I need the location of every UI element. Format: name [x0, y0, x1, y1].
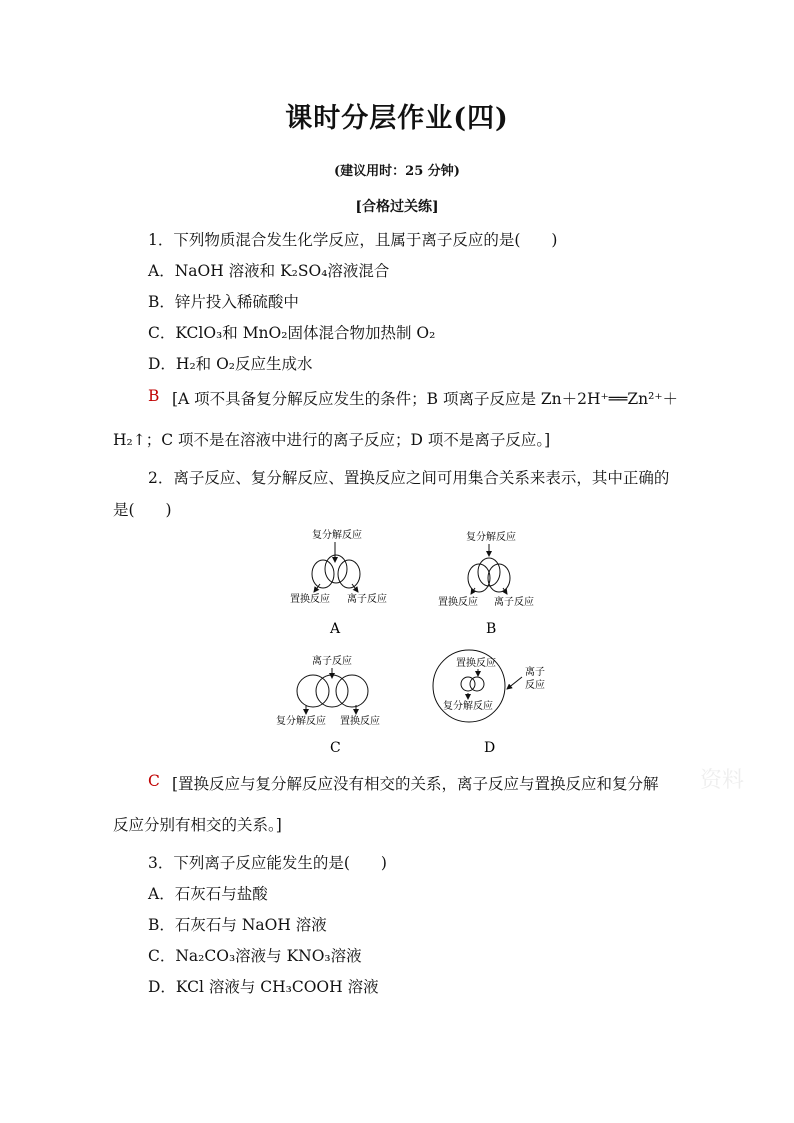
- circle-middle: [316, 675, 348, 707]
- diagram-a-caption: A: [330, 621, 341, 637]
- q2-stem-2: 是( ): [113, 501, 172, 519]
- diagram-d-side-label-2: 反应: [525, 680, 545, 691]
- diagram-b-caption: B: [486, 621, 497, 637]
- diagram-b: [433, 522, 548, 642]
- diagram-d-side-label-1: 离子: [525, 667, 545, 678]
- diagram-b-left-label: 置换反应: [438, 597, 478, 608]
- diagram-c: [270, 650, 400, 760]
- q2-answer: C: [148, 772, 160, 790]
- q2-explanation-2: 反应分别有相交的关系。]: [113, 816, 282, 834]
- q3-option-c: C．Na₂CO₃溶液与 KNO₃溶液: [148, 947, 362, 965]
- q1-explanation-2: H₂↑；C 项不是在溶液中进行的离子反应；D 项不是离子反应。]: [113, 431, 551, 449]
- q1-option-b: B．锌片投入稀硫酸中: [148, 293, 299, 311]
- section-heading: [合格过关练]: [355, 199, 439, 215]
- q3-option-b: B．石灰石与 NaOH 溶液: [148, 916, 327, 934]
- diagram-a-right-label: 离子反应: [347, 594, 387, 605]
- diagram-a-left-label: 置换反应: [290, 594, 330, 605]
- q2-explanation-1: [置换反应与复分解反应没有相交的关系，离子反应与置换反应和复分解: [172, 775, 659, 793]
- diagram-c-right-label: 置换反应: [340, 716, 380, 727]
- q1-answer: B: [148, 387, 160, 405]
- diagram-a: [280, 522, 395, 642]
- circle-top: [325, 555, 347, 583]
- q1-option-c: C．KClO₃和 MnO₂固体混合物加热制 O₂: [148, 324, 436, 342]
- diagram-d-top-label: 置换反应: [456, 658, 496, 669]
- page-title: 课时分层作业(四): [285, 103, 509, 134]
- diagram-d: [428, 646, 558, 758]
- circle-right: [336, 675, 368, 707]
- q3-stem: 3．下列离子反应能发生的是( ): [148, 854, 387, 872]
- circle-left: [461, 677, 475, 691]
- diagram-c-caption: C: [330, 740, 341, 756]
- diagram-c-left-label: 复分解反应: [276, 716, 326, 727]
- q2-stem-1: 2．离子反应、复分解反应、置换反应之间可用集合关系来表示，其中正确的: [148, 469, 670, 487]
- circle-right: [470, 677, 484, 691]
- diagram-b-top-label: 复分解反应: [466, 532, 516, 543]
- circle-right: [338, 560, 360, 588]
- circle-left: [312, 560, 334, 588]
- diagram-d-bottom-label: 复分解反应: [443, 701, 493, 712]
- watermark: 资料: [700, 768, 745, 793]
- q1-stem: 1．下列物质混合发生化学反应，且属于离子反应的是( ): [148, 231, 558, 249]
- diagram-a-top-label: 复分解反应: [312, 530, 362, 541]
- diagram-c-top-label: 离子反应: [312, 656, 352, 667]
- diagram-b-right-label: 离子反应: [494, 597, 534, 608]
- diagram-d-caption: D: [484, 740, 496, 756]
- circle-left: [297, 675, 329, 707]
- q1-explanation-1: [A 项不具备复分解反应发生的条件；B 项离子反应是 Zn＋2H⁺══Zn²⁺＋: [172, 390, 679, 408]
- suggested-time: (建议用时：25 分钟): [334, 164, 460, 179]
- q3-option-a: A．石灰石与盐酸: [148, 885, 268, 903]
- q1-option-a: A．NaOH 溶液和 K₂SO₄溶液混合: [148, 262, 390, 280]
- q1-option-d: D．H₂和 O₂反应生成水: [148, 355, 313, 373]
- q3-option-d: D．KCl 溶液与 CH₃COOH 溶液: [148, 978, 379, 996]
